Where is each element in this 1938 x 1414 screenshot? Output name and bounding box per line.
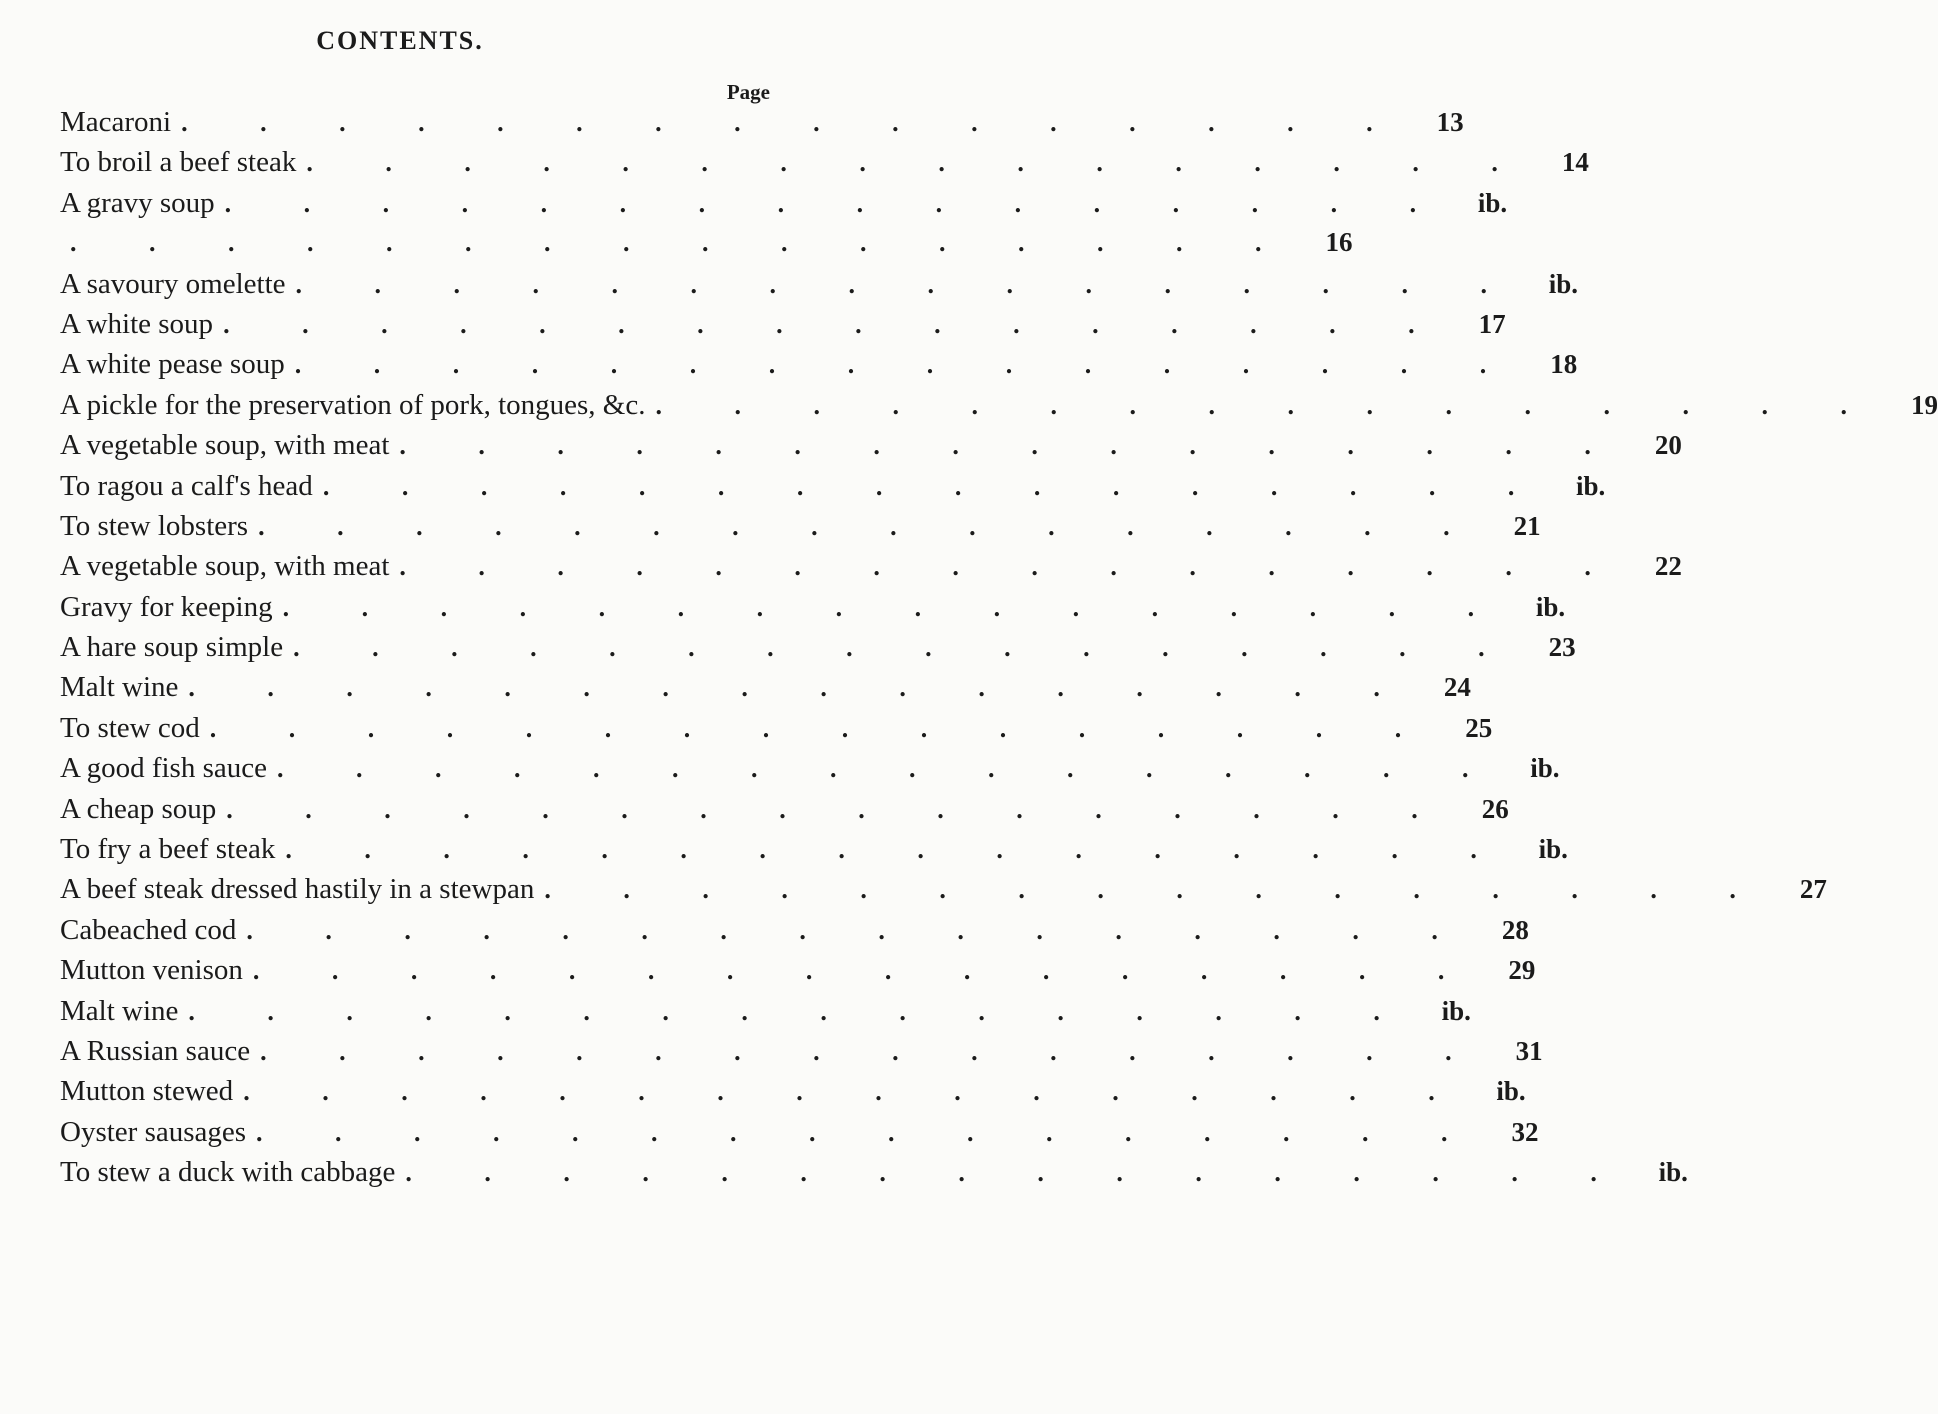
entry-page-number: ib. [1530,753,1560,784]
entry-page-number: 23 [1548,632,1576,663]
dot-leader: . . . . . . . . . . . . . . . . [209,713,1435,743]
entry-page-number: ib. [1441,995,1471,1026]
toc-entry [60,631,1576,671]
entry-page-number: 28 [1501,914,1529,945]
dot-leader: . . . . . . . . . . . . . . . . [322,471,1548,501]
dot-leader: . . . . . . . . . . . . . . . . [243,1077,1468,1107]
entry-title: A pickle for the preservation of pork, tongues, &c. [60,388,646,421]
entry-title: A cheap soup [60,792,217,825]
entry-page-number: 17 [1478,308,1506,339]
toc-entry [60,307,1506,348]
toc-entry [60,1156,1688,1196]
toc-entry [60,469,1606,510]
entry-page-number: ib. [1496,1076,1526,1107]
dot-leader: . . . . . . . . . . . . . . . . [224,188,1450,218]
dot-leader: . . . . . . . . . . . . . . . . [226,794,1451,824]
entry-title: A vegetable soup, with meat [60,429,390,462]
toc-entry [60,429,1682,469]
entry-page-number: ib. [1548,268,1579,299]
dot-leader: . . . . . . . . . . . . . . . . [188,996,1413,1026]
dot-leader: . . . . . . . . . . . . . . . . [70,228,1295,258]
dot-leader: . . . . . . . . . . . . . . . . [405,1158,1630,1188]
toc-entry [60,550,1682,590]
entry-title: A Russian sauce [60,1034,251,1067]
toc-entry [60,388,1938,429]
entry-page-number: 14 [1561,147,1589,178]
dot-leader: . . . . . . . . . . . . . . . . [655,390,1880,420]
entry-page-number: 22 [1654,551,1682,582]
dot-leader: . . . . . . . . . . . . . . . . [282,592,1508,622]
toc-entry [60,227,1353,267]
dot-leader: . . . . . . . . . . . . . . . . [277,754,1502,784]
table-of-contents [60,106,1938,1197]
entry-title: A savoury omelette [60,267,286,300]
entry-page-number: ib. [1477,187,1508,218]
dot-leader: . . . . . . . . . . . . . . . . [295,269,1521,299]
dot-leader: . . . . . . . . . . . . . . . . [399,431,1624,461]
entry-page-number: 19 [1910,389,1938,420]
dot-leader: . . . . . . . . . . . . . . . . [223,309,1448,339]
entry-title: Oyster sausages [60,1115,247,1148]
entry-title: To stew cod [60,711,200,744]
toc-entry [60,954,1536,994]
entry-page-number: 32 [1511,1116,1539,1147]
toc-entry [60,752,1560,792]
entry-page-number: 26 [1481,793,1509,824]
toc-entry [60,671,1471,711]
toc-entry [60,106,1464,146]
entry-page-number: ib. [1538,834,1568,865]
dot-leader: . . . . . . . . . . . . . . . . [306,148,1531,178]
entry-page-number: 18 [1550,349,1578,380]
toc-entry [60,186,1508,227]
toc-entry [60,1075,1526,1115]
toc-entry [60,711,1493,752]
dot-leader: . . . . . . . . . . . . . . . . [252,956,1478,986]
entry-page-number: ib. [1658,1157,1688,1188]
entry-title: A white soup [60,307,214,340]
entry-title: A good fish sauce [60,752,267,785]
entry-title: A vegetable soup, with meat [60,550,390,583]
entry-page-number: 16 [1325,227,1353,258]
entry-title: To ragou a calf's head [60,469,313,502]
toc-entry [60,792,1509,833]
toc-entry [60,146,1589,186]
entry-title: Malt wine [60,671,179,704]
page-title: CONTENTS. [316,26,484,55]
dot-leader: . . . . . . . . . . . . . . . . [544,875,1769,905]
toc-entry [60,833,1568,873]
entry-title: Malt wine [60,994,179,1027]
entry-title: A hare soup simple [60,631,284,664]
entry-page-number: ib. [1535,591,1566,622]
toc-entry [60,509,1541,550]
entry-title: Macaroni [60,106,172,138]
entry-title: Mutton venison [60,954,243,987]
toc-entry [60,348,1578,388]
dot-leader: . . . . . . . . . . . . . . . . [293,633,1518,663]
entry-title: Mutton stewed [60,1075,234,1108]
entry-title: To stew lobsters [60,509,249,542]
toc-entry [60,1034,1543,1075]
entry-page-number: 29 [1508,955,1536,986]
entry-title: A beef steak dressed hastily in a stewpan [60,873,535,906]
dot-leader: . . . . . . . . . . . . . . . . [399,552,1624,582]
dot-leader: . . . . . . . . . . . . . . . . [294,350,1520,380]
toc-entry [60,1115,1539,1156]
entry-page-number: 24 [1443,672,1471,703]
entry-page-number: ib. [1576,470,1606,501]
dot-leader: . . . . . . . . . . . . . . . . [256,1117,1481,1147]
entry-page-number: 25 [1465,712,1493,743]
entry-page-number: 21 [1513,510,1541,541]
page-column-label: Page [726,80,770,104]
dot-leader: . . . . . . . . . . . . . . . . [181,108,1406,137]
entry-page-number: 31 [1515,1035,1543,1066]
dot-leader: . . . . . . . . . . . . . . . . [260,1036,1485,1066]
entry-title: To fry a beef steak [60,833,276,866]
entry-title: Cabeached cod [60,913,237,946]
entry-title: To broil a beef steak [60,146,297,179]
toc-entry [60,267,1579,308]
entry-title: To stew a duck with cabbage [60,1156,396,1189]
dot-leader: . . . . . . . . . . . . . . . . [258,511,1483,541]
entry-page-number: 27 [1799,874,1827,905]
entry-page-number: 20 [1654,430,1682,461]
dot-leader: . . . . . . . . . . . . . . . . [285,835,1510,865]
entry-title: Gravy for keeping [60,590,273,623]
dot-leader: . . . . . . . . . . . . . . . . [188,673,1413,703]
dot-leader: . . . . . . . . . . . . . . . . [246,915,1471,945]
toc-entry [60,994,1471,1035]
toc-entry [60,590,1566,631]
toc-entry [60,913,1529,954]
entry-title: A white pease soup [60,348,285,381]
toc-entry [60,873,1827,913]
entry-page-number: 13 [1436,107,1464,137]
entry-title: A gravy soup [60,186,215,219]
